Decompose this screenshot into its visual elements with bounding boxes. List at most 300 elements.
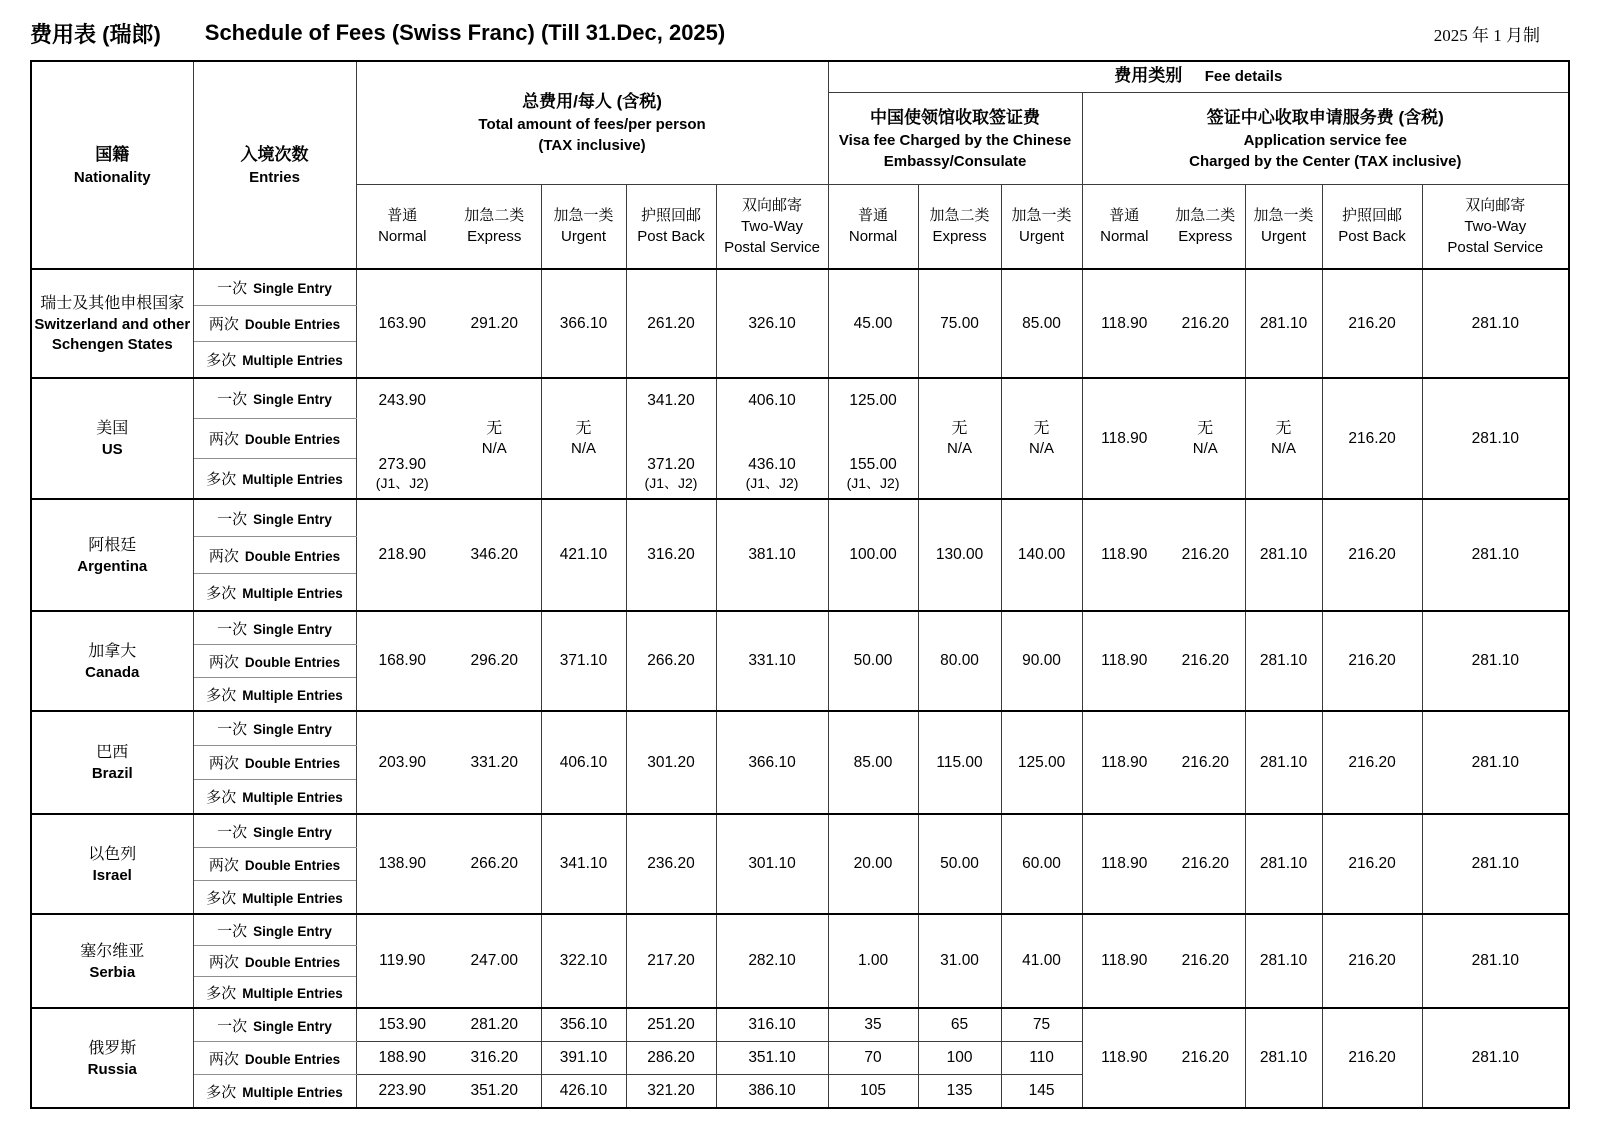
- fee-value: 216.20: [1348, 1049, 1396, 1066]
- header-nationality-zh: 国籍: [95, 145, 130, 164]
- fee-value: 316.20: [647, 546, 695, 563]
- fee-cell: [1001, 269, 1082, 378]
- colhead-en: Urgent: [560, 228, 607, 246]
- fee-cell: [448, 914, 541, 1008]
- fee-cell: [1422, 814, 1569, 914]
- fee-value: 281.10: [1471, 1049, 1519, 1066]
- colhead-en: Express: [467, 228, 522, 246]
- fee-value: 261.20: [647, 314, 695, 332]
- fee-value: 168.90: [378, 652, 426, 669]
- colhead-total-urgent: [541, 184, 626, 269]
- fee-cell: [1322, 269, 1422, 378]
- fee-value: 331.10: [748, 652, 796, 669]
- country-switzerland: [31, 269, 193, 378]
- entry-en: Multiple Entries: [242, 985, 343, 1001]
- entry-zh: 多次: [206, 471, 237, 488]
- entry-en: Single Entry: [253, 511, 332, 527]
- fee-cell: [626, 914, 716, 1008]
- entry-cell: [193, 306, 356, 342]
- fee-cell: [1245, 814, 1322, 914]
- fee-value: 80.00: [940, 652, 979, 669]
- colhead-service-urgent: [1245, 184, 1322, 269]
- entry-cell: [193, 977, 356, 1009]
- colhead-zh: 双向邮寄: [1465, 196, 1526, 214]
- fee-value: 1.00: [857, 952, 889, 969]
- fee-cell: [1245, 611, 1322, 711]
- fee-value: 266.20: [647, 652, 695, 669]
- fee-value: 301.10: [748, 855, 796, 872]
- fee-cell: [1001, 814, 1082, 914]
- fee-value: 281.10: [1259, 314, 1308, 332]
- fee-cell: [626, 499, 716, 611]
- na-zh: 无: [1275, 420, 1292, 437]
- fee-value: 85.00: [853, 753, 893, 771]
- fee-cell: [541, 814, 626, 914]
- fee-value: 296.20: [470, 652, 518, 669]
- fee-value: 118.90: [1101, 546, 1148, 563]
- table-row: [31, 61, 1569, 92]
- header-fee-details-zh: 费用类别: [1114, 66, 1183, 86]
- fee-value: 163.90: [378, 314, 426, 332]
- fee-cell: [356, 611, 448, 711]
- fee-value: 216.20: [1348, 652, 1396, 669]
- fee-value: 281.20: [470, 1016, 518, 1033]
- colhead-en: Postal Service: [724, 238, 820, 256]
- fee-value: 135: [946, 1082, 973, 1099]
- fee-value: 216.20: [1348, 546, 1396, 563]
- entry-cell: [193, 645, 356, 678]
- fee-value: 41.00: [1022, 952, 1061, 969]
- fee-value: 281.10: [1471, 652, 1519, 669]
- fee-cell: [541, 1075, 626, 1109]
- fee-value: 216.20: [1348, 314, 1396, 332]
- country-name-zh: 阿根廷: [88, 536, 137, 554]
- entry-zh: 一次: [217, 823, 248, 841]
- header-total-fees-en2: (TAX inclusive): [538, 137, 646, 155]
- fee-cell: [1082, 814, 1166, 914]
- colhead-en: Post Back: [637, 228, 705, 246]
- fee-value: 223.90: [378, 1082, 426, 1099]
- header-nationality-en: Nationality: [73, 169, 151, 186]
- entry-zh: 两次: [208, 431, 239, 448]
- entry-cell: [193, 914, 356, 946]
- entry-zh: 多次: [206, 584, 237, 602]
- fee-value: 286.20: [647, 1049, 695, 1066]
- fee-value: 341.20: [647, 391, 695, 409]
- header-fee-details: [828, 61, 1569, 92]
- entry-cell: [193, 881, 356, 915]
- fee-cell: [626, 1042, 716, 1075]
- fee-cell: [356, 1042, 448, 1075]
- fee-cell: [626, 814, 716, 914]
- entry-cell: [193, 678, 356, 712]
- fee-value: 216.20: [1348, 429, 1396, 447]
- fee-value: 50.00: [940, 855, 979, 872]
- entry-en: Single Entry: [253, 1018, 332, 1034]
- fee-cell: [716, 1008, 828, 1042]
- fee-cell: [1422, 499, 1569, 611]
- fee-value: 100.00: [849, 546, 897, 563]
- fee-cell: [356, 1075, 448, 1109]
- fee-value: 216.20: [1181, 855, 1229, 872]
- colhead-en: Normal: [848, 228, 898, 246]
- colhead-service-express: [1166, 184, 1245, 269]
- fee-cell: [1322, 914, 1422, 1008]
- fee-cell: [828, 711, 918, 814]
- fee-cell: [448, 611, 541, 711]
- fee-cell: [918, 1008, 1001, 1042]
- na-zh: 无: [1197, 420, 1214, 437]
- fee-cell: [1166, 611, 1245, 711]
- fee-cell: [828, 1008, 918, 1042]
- entry-en: Single Entry: [253, 923, 332, 939]
- fee-cell: [1166, 914, 1245, 1008]
- entry-cell: [193, 269, 356, 306]
- entry-cell: [193, 814, 356, 848]
- fee-cell: [1166, 499, 1245, 611]
- fee-note: (J1、J2): [745, 474, 799, 491]
- country-name-zh: 俄罗斯: [88, 1039, 137, 1057]
- entry-zh: 一次: [217, 620, 248, 638]
- fee-value: 281.10: [1471, 314, 1519, 332]
- fee-cell: [1082, 1008, 1166, 1108]
- fee-cell: [541, 914, 626, 1008]
- fee-value: 118.90: [1101, 429, 1148, 447]
- fee-value: 216.20: [1181, 952, 1229, 969]
- colhead-en: Urgent: [1019, 228, 1065, 246]
- entry-en: Single Entry: [253, 281, 332, 296]
- table-row: [31, 711, 1569, 746]
- entry-cell: [193, 611, 356, 645]
- fee-value: 216.20: [1181, 652, 1229, 669]
- fee-value: 356.10: [559, 1016, 608, 1033]
- fee-value: 281.10: [1259, 952, 1308, 969]
- na-zh: 无: [951, 420, 968, 437]
- colhead-visa-urgent: [1001, 184, 1082, 269]
- fee-cell: [541, 1008, 626, 1042]
- entry-zh: 两次: [208, 316, 239, 333]
- fee-cell: [1001, 611, 1082, 711]
- fee-value: 138.90: [378, 855, 426, 872]
- header-service-fee: [1082, 92, 1569, 184]
- fee-value: 281.10: [1259, 652, 1308, 669]
- colhead-en: Two-Way: [741, 217, 803, 235]
- entry-cell: [193, 378, 356, 419]
- colhead-zh: 加急二类: [464, 207, 525, 225]
- fee-cell-na: [448, 378, 541, 499]
- entry-zh: 一次: [217, 510, 248, 528]
- fee-note: (J1、J2): [644, 474, 698, 491]
- fee-value: 426.10: [559, 1082, 608, 1099]
- fee-cell: [918, 1075, 1001, 1109]
- fee-value: 281.10: [1471, 753, 1519, 771]
- country-name-en: US: [101, 441, 123, 458]
- fee-cell: [626, 711, 716, 814]
- header-visa-fee-en2: Embassy/Consulate: [883, 152, 1027, 170]
- fee-value: 216.20: [1181, 753, 1229, 771]
- header-visa-fee-zh: 中国使领馆收取签证费: [870, 107, 1041, 127]
- fee-value: 351.20: [470, 1082, 518, 1099]
- fee-cell: [1082, 378, 1166, 499]
- fee-cell: [1422, 711, 1569, 814]
- entry-cell: [193, 1075, 356, 1109]
- na-en: N/A: [1271, 440, 1297, 457]
- entry-en: Multiple Entries: [242, 353, 343, 368]
- fee-value: 188.90: [378, 1049, 426, 1066]
- fee-value: 118.90: [1101, 855, 1148, 872]
- na-zh: 无: [486, 420, 503, 437]
- colhead-zh: 护照回邮: [1342, 207, 1403, 225]
- fee-cell: [716, 611, 828, 711]
- fee-note: (J1、J2): [375, 474, 429, 491]
- colhead-visa-normal: [828, 184, 918, 269]
- colhead-en: Postal Service: [1447, 238, 1544, 256]
- fee-value: 366.10: [748, 753, 796, 771]
- colhead-service-normal: [1082, 184, 1166, 269]
- fee-cell: [828, 499, 918, 611]
- fee-value: 381.10: [748, 546, 796, 563]
- fee-value: 118.90: [1101, 753, 1148, 771]
- fee-value: 282.10: [748, 952, 796, 969]
- country-name-en: Switzerland and other Schengen States: [34, 316, 191, 353]
- fee-cell: [828, 814, 918, 914]
- fee-value: 75.00: [940, 314, 979, 332]
- entry-cell: [193, 537, 356, 574]
- entry-cell: [193, 746, 356, 780]
- entry-en: Double Entries: [244, 654, 341, 670]
- colhead-visa-express: [918, 184, 1001, 269]
- fee-value: 216.20: [1348, 855, 1396, 872]
- fee-value: 386.10: [748, 1082, 796, 1099]
- fee-cell: [918, 269, 1001, 378]
- header-visa-fee-en1: Visa fee Charged by the Chinese: [838, 131, 1072, 149]
- fee-value: 281.10: [1471, 855, 1519, 872]
- fee-value: 216.20: [1181, 314, 1229, 332]
- country-name-en: Russia: [87, 1060, 137, 1078]
- fee-cell: [1001, 1042, 1082, 1075]
- fee-value: 331.20: [470, 753, 518, 771]
- fee-cell: [1245, 499, 1322, 611]
- fee-value: 140.00: [1017, 546, 1066, 563]
- country-name-zh: 瑞士及其他申根国家: [40, 295, 185, 312]
- fee-value: 346.20: [470, 546, 518, 563]
- na-en: N/A: [570, 440, 596, 457]
- colhead-zh: 加急一类: [553, 207, 614, 225]
- fee-cell: [1322, 1008, 1422, 1108]
- fee-cell: [356, 711, 448, 814]
- entry-en: Double Entries: [244, 1051, 341, 1067]
- entry-cell: [193, 946, 356, 977]
- fee-cell: [716, 269, 828, 378]
- fee-value: 266.20: [470, 855, 518, 872]
- fee-cell: [716, 711, 828, 814]
- fee-cell: [626, 378, 716, 499]
- colhead-zh: 加急一类: [1253, 207, 1314, 225]
- colhead-service-twoway: [1422, 184, 1569, 269]
- fee-value: 281.10: [1259, 1049, 1308, 1066]
- fee-value: 281.10: [1259, 753, 1308, 771]
- fee-value: 326.10: [748, 314, 796, 332]
- colhead-zh: 普通: [387, 207, 418, 225]
- fee-cell: [356, 814, 448, 914]
- country-name-en: Argentina: [77, 557, 148, 575]
- entry-en: Double Entries: [244, 857, 341, 873]
- fee-cell: [1322, 814, 1422, 914]
- fee-value: 247.00: [470, 952, 518, 969]
- country-name-zh: 塞尔维亚: [80, 942, 145, 960]
- fee-cell: [1245, 269, 1322, 378]
- na-en: N/A: [947, 440, 973, 457]
- fee-value: 291.20: [470, 314, 518, 332]
- colhead-total-normal: [356, 184, 448, 269]
- fee-cell: [1166, 814, 1245, 914]
- fee-cell: [626, 1075, 716, 1109]
- header-service-fee-en2: Charged by the Center (TAX inclusive): [1189, 152, 1462, 170]
- fee-value: 119.90: [379, 952, 426, 969]
- fee-value: 70: [864, 1049, 882, 1066]
- fee-value: 20.00: [853, 855, 893, 872]
- entry-en: Double Entries: [244, 548, 341, 564]
- entry-en: Multiple Entries: [242, 472, 343, 487]
- entry-zh: 两次: [208, 653, 239, 671]
- colhead-total-twoway: [716, 184, 828, 269]
- country-us: [31, 378, 193, 499]
- country-argentina: [31, 499, 193, 611]
- fee-cell: [828, 914, 918, 1008]
- fee-value: 203.90: [378, 753, 426, 771]
- page-title-zh: 费用表 (瑞郎): [30, 21, 161, 47]
- fee-value: 371.20: [647, 455, 695, 473]
- fee-value: 125.00: [849, 391, 897, 409]
- fee-cell: [1082, 269, 1166, 378]
- fee-note: (J1、J2): [846, 474, 900, 491]
- fee-cell: [626, 269, 716, 378]
- entry-cell: [193, 848, 356, 881]
- fee-value: 31.00: [940, 952, 979, 969]
- header-fee-details-en: Fee details: [1204, 68, 1283, 86]
- fee-value: 281.10: [1471, 429, 1519, 447]
- table-row: [31, 499, 1569, 537]
- fee-value: 217.20: [647, 952, 695, 969]
- table-row: [31, 1008, 1569, 1042]
- fee-cell: [828, 1042, 918, 1075]
- fee-value: 216.20: [1348, 753, 1396, 771]
- entry-en: Multiple Entries: [242, 585, 343, 601]
- fee-value: 366.10: [559, 314, 608, 332]
- fee-value: 281.10: [1259, 546, 1308, 563]
- fee-cell-na: [918, 378, 1001, 499]
- fee-cell-na: [1001, 378, 1082, 499]
- fee-cell: [541, 711, 626, 814]
- fee-cell: [541, 1042, 626, 1075]
- fees-table: [30, 60, 1570, 1109]
- fee-value: 216.20: [1348, 952, 1396, 969]
- fee-cell: [716, 914, 828, 1008]
- fee-value: 105: [860, 1082, 886, 1099]
- fee-value: 251.20: [647, 1016, 695, 1033]
- fee-value: 145: [1028, 1082, 1055, 1099]
- fee-cell: [1001, 914, 1082, 1008]
- entry-cell: [193, 459, 356, 500]
- entry-en: Multiple Entries: [242, 1084, 343, 1100]
- fee-value: 321.20: [647, 1082, 695, 1099]
- entry-zh: 两次: [208, 547, 239, 565]
- fee-value: 436.10: [748, 455, 796, 473]
- fee-cell-na: [541, 378, 626, 499]
- fee-value: 301.20: [647, 753, 695, 771]
- fee-cell: [356, 1008, 448, 1042]
- colhead-total-postback: [626, 184, 716, 269]
- fee-value: 85.00: [1022, 314, 1061, 332]
- fee-value: 371.10: [559, 652, 608, 669]
- entry-zh: 一次: [217, 1017, 248, 1035]
- entry-cell: [193, 711, 356, 746]
- entry-en: Double Entries: [244, 756, 341, 771]
- fee-cell: [1166, 1008, 1245, 1108]
- entry-en: Multiple Entries: [242, 790, 343, 805]
- fee-cell: [1166, 711, 1245, 814]
- entry-zh: 多次: [206, 889, 237, 907]
- fee-cell: [1082, 914, 1166, 1008]
- entry-zh: 多次: [206, 1083, 237, 1101]
- colhead-zh: 双向邮寄: [742, 196, 803, 214]
- fee-cell-na: [1166, 378, 1245, 499]
- country-name-en: Israel: [92, 866, 132, 884]
- entry-zh: 一次: [217, 280, 248, 297]
- country-name-en: Canada: [85, 663, 140, 681]
- fee-value: 90.00: [1022, 652, 1061, 669]
- fee-value: 65: [950, 1016, 969, 1033]
- entry-cell: [193, 342, 356, 379]
- colhead-en: Urgent: [1261, 228, 1307, 246]
- fee-value: 243.90: [378, 391, 426, 409]
- fee-cell: [448, 269, 541, 378]
- na-zh: 无: [575, 420, 592, 437]
- entry-en: Double Entries: [244, 954, 341, 970]
- fee-value: 153.90: [378, 1016, 426, 1033]
- fee-cell: [448, 1075, 541, 1109]
- colhead-zh: 加急二类: [1175, 207, 1236, 225]
- page-title-en: Schedule of Fees (Swiss Franc) (Till 31.Dec, 2025): [204, 20, 726, 45]
- fee-cell: [448, 1042, 541, 1075]
- date-note: 2025 年 1 月制: [1433, 25, 1540, 45]
- fee-cell: [626, 1008, 716, 1042]
- fee-value: 130.00: [935, 546, 984, 563]
- fee-cell: [1322, 499, 1422, 611]
- fee-cell: [1422, 269, 1569, 378]
- entry-zh: 两次: [208, 1050, 239, 1068]
- fee-value: 110: [1029, 1049, 1054, 1066]
- fee-cell: [1422, 611, 1569, 711]
- fee-cell: [1001, 499, 1082, 611]
- country-serbia: [31, 914, 193, 1008]
- fee-cell: [918, 499, 1001, 611]
- fee-value: 75: [1032, 1016, 1051, 1033]
- entry-en: Multiple Entries: [242, 687, 343, 703]
- colhead-total-express: [448, 184, 541, 269]
- entry-cell: [193, 1008, 356, 1042]
- fee-value: 273.90: [378, 455, 426, 473]
- table-row: [31, 914, 1569, 946]
- fee-value: 406.10: [559, 753, 608, 771]
- fee-value: 316.20: [470, 1049, 518, 1066]
- fee-value: 115.00: [936, 753, 983, 771]
- colhead-zh: 普通: [858, 207, 889, 225]
- fee-cell: [1322, 611, 1422, 711]
- entry-cell: [193, 419, 356, 459]
- fee-value: 322.10: [559, 952, 608, 969]
- table-row: [31, 814, 1569, 848]
